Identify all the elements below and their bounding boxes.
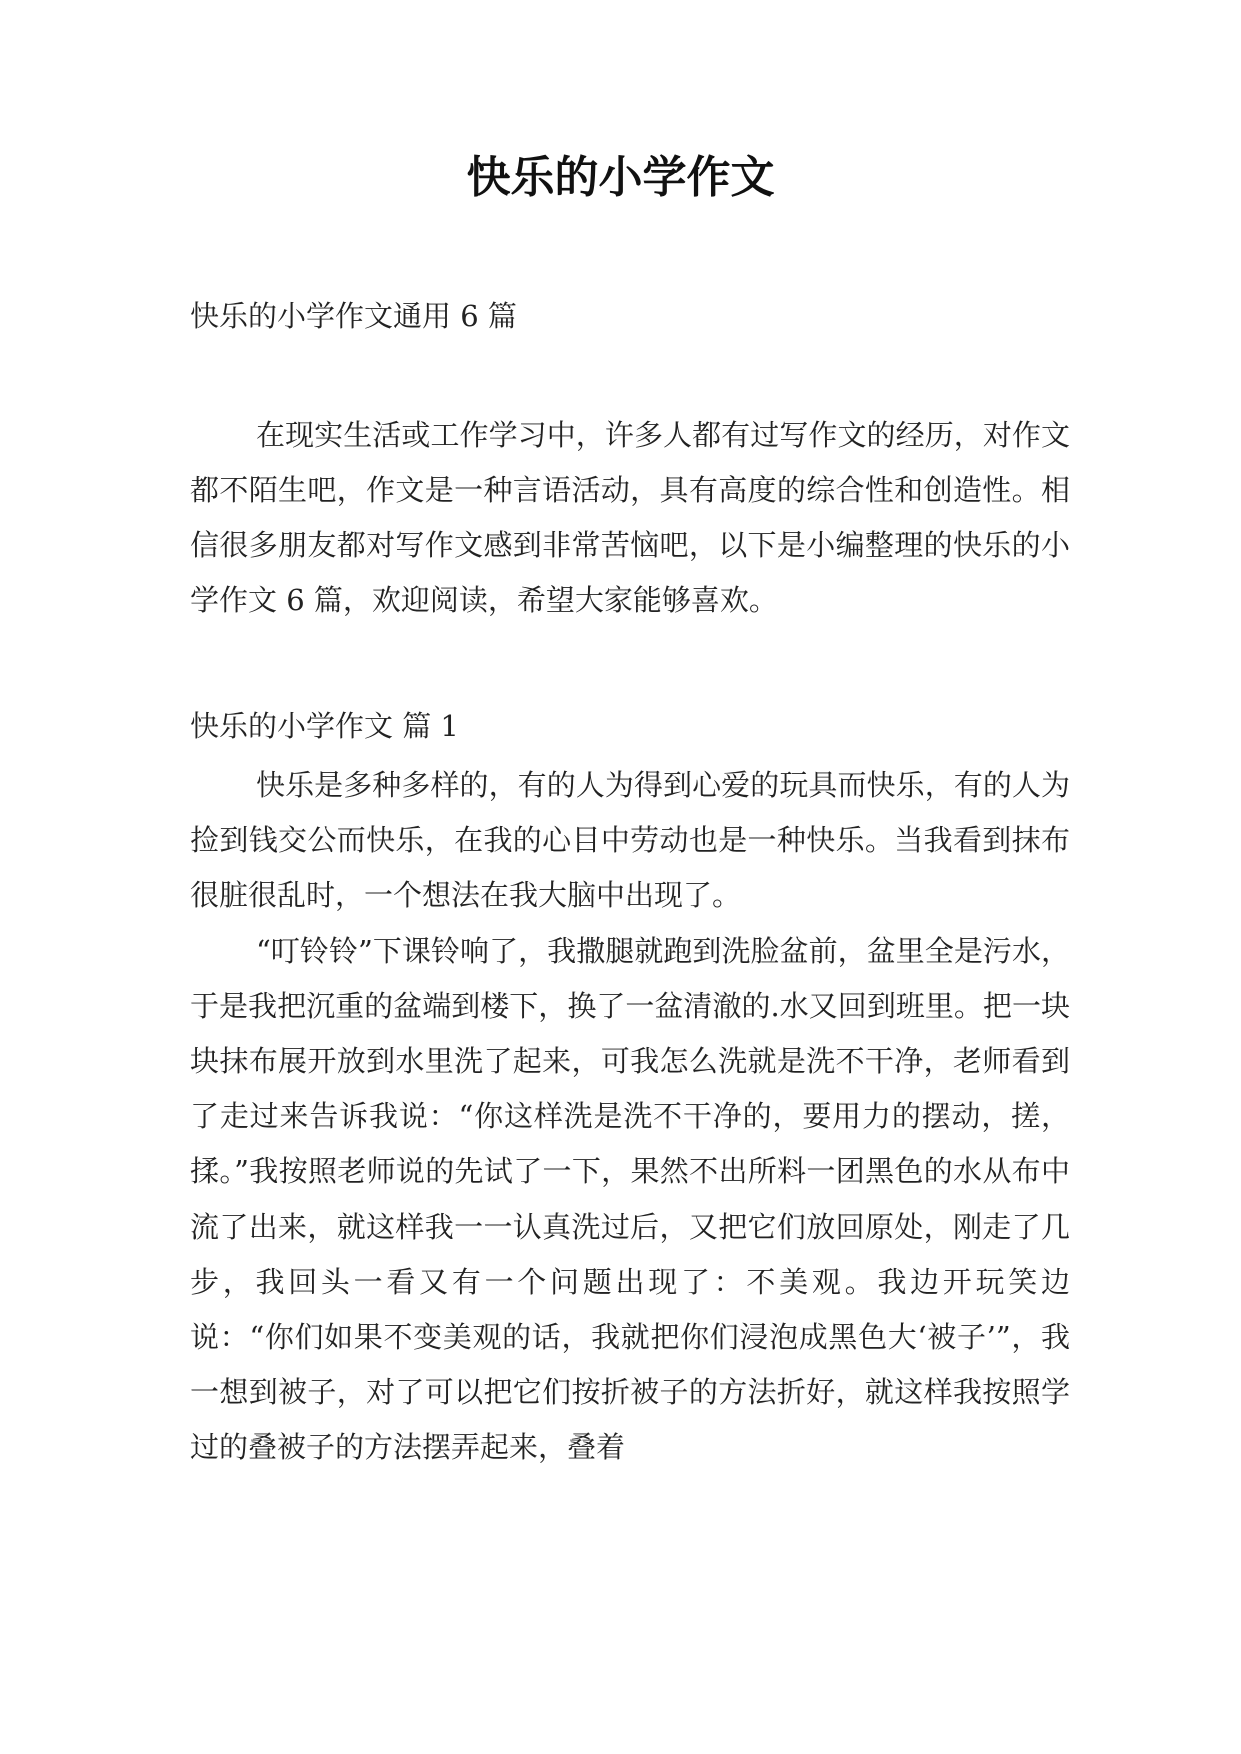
section-heading: 快乐的小学作文 篇 1 xyxy=(190,709,459,743)
essay-body xyxy=(190,758,1070,1476)
document-subtitle: 快乐的小学作文通用 6 篇 xyxy=(190,299,517,333)
intro-paragraph: 在现实生活或工作学习中，许多人都有过写作文的经历，对作文都不陌生吧，作文是一种言语活动，具有高度的综合性和创造性。相信很多朋友都对写作文感到非常苦恼吧，以下是小编整理的快乐的小学作文 6 篇，欢迎阅读，希望大家能够喜欢。 xyxy=(190,418,1070,617)
essay-paragraph-1: 快乐是多种多样的，有的人为得到心爱的玩具而快乐，有的人为捡到钱交公而快乐，在我的心目中劳动也是一种快乐。当我看到抹布很脏很乱时，一个想法在我大脑中出现了。 xyxy=(190,768,1070,913)
document-title: 快乐的小学作文 xyxy=(466,152,775,203)
essay-paragraph-2: “叮铃铃”下课铃响了，我撒腿就跑到洗脸盆前，盆里全是污水，于是我把沉重的盆端到楼下，换了一盆清澈的.水又回到班里。把一块块抹布展开放到水里洗了起来，可我怎么洗就是洗不干净，老师看到了走过来告诉我说：“你这样洗是洗不干净的，要用力的摆动，搓，揉。”我按照老师说的先试了一下，果然不出所料一团黑色的水从布中流了出来，就这样我一一认真洗过后，又把它们放回原处，刚走了几步，我回头一看又有一个问题出现了：不美观。我边开玩笑边说：“你们如果不变美观的话，我就把你们浸泡成黑色大‘被子’”，我一想到被子，对了可以把它们按折被子的方法折好，就这样我按照学过的叠被子的方法摆弄起来，叠着 xyxy=(190,933,1070,1465)
